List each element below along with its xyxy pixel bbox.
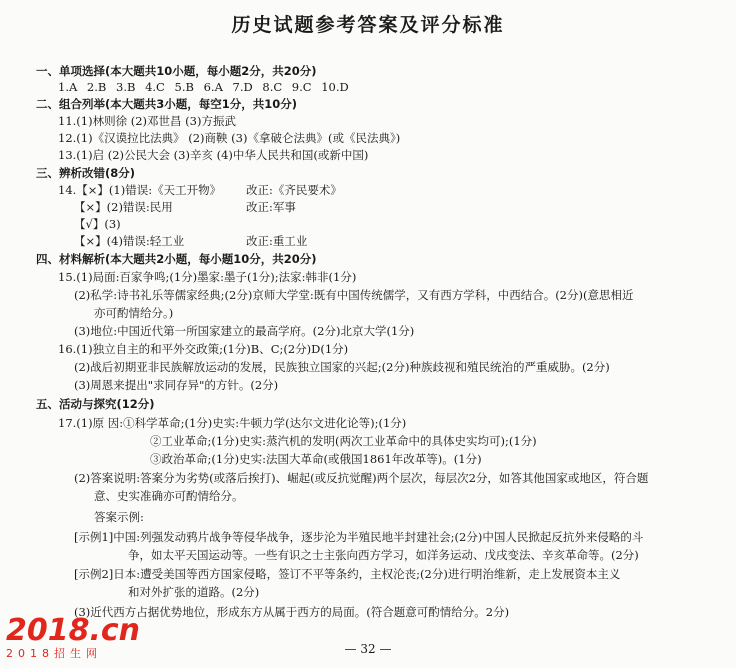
section-1-heading: 一、单项选择(本大题共10小题，每小题2分，共20分) <box>36 64 317 78</box>
q17-part3: (3)近代西方占据优势地位，形成东方从属于西方的局面。(符合题意可酌情给分。2分) <box>74 605 510 619</box>
q14-row4-fix: 改正:重工业 <box>246 234 308 248</box>
q15-part2: (2)私学:诗书礼乐等儒家经典;(2分)京师大学堂:既有中国传统儒学，又有西方学科，中西结合。(2分)(意思相近 <box>74 288 634 302</box>
example-2: [示例2]日本:遭受美国等西方国家侵略，签订不平等条约，主权沦丧;(2分)进行明治维新，走上发展资本主义 <box>74 567 621 581</box>
section-5-heading: 五、活动与探究(12分) <box>36 397 155 411</box>
q14-row1-error: 14.【×】(1)错误:《天工开物》 <box>58 183 222 197</box>
q14-row1-fix: 改正:《齐民要术》 <box>246 183 342 197</box>
section-2-heading: 二、组合列举(本大题共3小题，每空1分，共10分) <box>36 97 298 111</box>
q14-row2-error: 【×】(2)错误:民用 <box>74 200 173 214</box>
q17-part1-b: ②工业革命;(1分)史实:蒸汽机的发明(两次工业革命中的具体史实均可);(1分) <box>150 434 537 448</box>
section-4-heading: 四、材料解析(本大题共2小题，每小题10分，共20分) <box>36 252 317 266</box>
q17-part1-c: ③政治革命;(1分)史实:法国大革命(或俄国1861年改革等)。(1分) <box>150 452 482 466</box>
page-title: 历史试题参考答案及评分标准 <box>231 14 505 36</box>
q15-part1: 15.(1)局面:百家争鸣;(1分)墨家:墨子(1分);法家:韩非(1分) <box>58 270 357 284</box>
q15-part3: (3)地位:中国近代第一所国家建立的最高学府。(2分)北京大学(1分) <box>74 324 415 338</box>
watermark-subtitle: 2018招生网 <box>6 647 102 660</box>
q16-part3: (3)周恩来提出"求同存异"的方针。(2分) <box>74 378 279 392</box>
q14-row3: 【√】(3) <box>74 217 121 231</box>
q16-part2: (2)战后初期亚非民族解放运动的发展，民族独立国家的兴起;(2分)种族歧视和殖民统治的严重威胁。(2分) <box>74 360 610 374</box>
q17-part1: 17.(1)原 因:①科学革命;(1分)史实:牛顿力学(达尔文进化论等);(1分) <box>58 416 407 430</box>
example-1-cont: 争，如太平天国运动等。一些有识之士主张向西方学习，如洋务运动、戊戌变法、辛亥革命等。(2分) <box>128 548 639 562</box>
section-3-heading: 三、辨析改错(8分) <box>36 166 136 180</box>
page-number: — 32 — <box>344 642 392 656</box>
q16-part1: 16.(1)独立自主的和平外交政策;(1分)B、C;(2分)D(1分) <box>58 342 349 356</box>
example-label: 答案示例: <box>94 510 144 524</box>
q15-part2-cont: 亦可酌情给分。) <box>94 306 174 320</box>
q17-part2-cont: 意、史实准确亦可酌情给分。 <box>94 489 244 503</box>
watermark-logo-text: 2018.cn <box>6 613 141 648</box>
q14-row2-fix: 改正:军事 <box>246 200 296 214</box>
example-1: [示例1]中国:列强发动鸦片战争等侵华战争，逐步沦为半殖民地半封建社会;(2分)中国人民掀起反抗外来侵略的斗 <box>74 530 644 544</box>
question-13: 13.(1)启 (2)公民大会 (3)辛亥 (4)中华人民共和国(或新中国) <box>58 148 369 162</box>
q17-part2: (2)答案说明:答案分为劣势(或落后挨打)、崛起(或反抗觉醒)两个层次，每层次2分，如答其他国家或地区，符合题 <box>74 471 649 485</box>
example-2-cont: 和对外扩张的道路。(2分) <box>128 585 260 599</box>
q14-row4-error: 【×】(4)错误:轻工业 <box>74 234 185 248</box>
question-11: 11.(1)林则徐 (2)邓世昌 (3)方振武 <box>58 114 236 128</box>
watermark-logo <box>6 613 141 660</box>
question-12: 12.(1)《汉谟拉比法典》 (2)商鞅 (3)《拿破仑法典》(或《民法典》) <box>58 131 401 145</box>
section-1-answers: 1.A 2.B 3.B 4.C 5.B 6.A 7.D 8.C 9.C 10.D <box>58 80 349 94</box>
